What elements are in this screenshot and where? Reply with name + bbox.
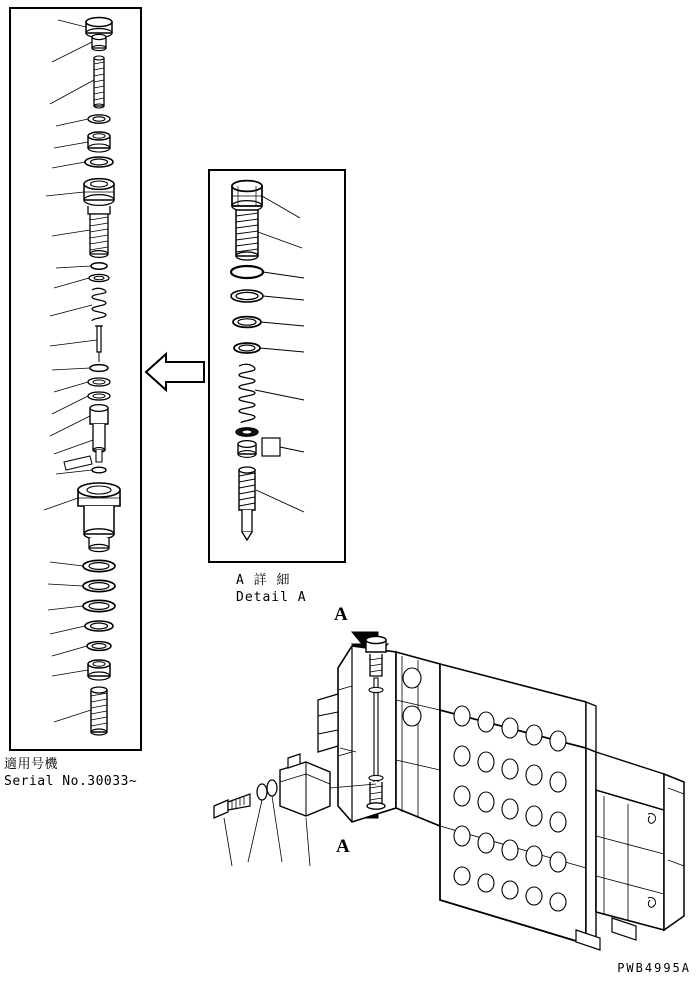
- left-leader-lines: [44, 20, 97, 722]
- detail-part-oring-3: [233, 317, 261, 328]
- part-poppet: [90, 405, 108, 462]
- detail-part-spacer: [238, 441, 256, 458]
- part-lower-hex-plug: [88, 660, 110, 680]
- part-oring-small-1: [91, 263, 107, 269]
- detail-part-block: [262, 438, 280, 456]
- serial-note-jp: 適用号機: [4, 757, 59, 772]
- detail-reference-arrow: [146, 354, 204, 390]
- detail-part-lower-stem: [239, 467, 255, 540]
- serial-note-en: Serial No.30033~: [4, 774, 138, 789]
- part-hex-nut-large: [84, 179, 114, 206]
- detail-a-frame: [209, 170, 345, 562]
- section-mark-upper: A: [334, 604, 348, 625]
- detail-part-oring-2: [231, 290, 263, 302]
- side-port-block: [280, 754, 330, 816]
- part-nut-1: [88, 132, 110, 152]
- control-valve-assembly: [214, 636, 684, 950]
- part-washer-4: [88, 392, 110, 400]
- part-spring-1: [92, 288, 106, 321]
- detail-part-seal-dark: [236, 428, 258, 436]
- detail-part-oring-1: [231, 266, 263, 278]
- detail-a-parts: [231, 181, 304, 540]
- detail-caption-jp: A 詳 細: [236, 573, 291, 588]
- part-washer-1: [88, 115, 110, 123]
- valve-section-right: [586, 702, 684, 948]
- part-washer-3: [88, 378, 110, 386]
- drawing-number: PWB4995A: [617, 961, 691, 975]
- part-cap-hex: [86, 18, 112, 51]
- detail-part-oring-4: [234, 343, 260, 353]
- part-adjust-screw: [94, 56, 104, 108]
- part-needle-pin: [95, 326, 103, 362]
- part-main-valve-body: [78, 483, 120, 552]
- section-mark-lower: A: [336, 836, 350, 857]
- part-seal-ring-1: [85, 157, 113, 167]
- part-oring-small-2: [90, 365, 108, 372]
- detail-part-threaded-body: [236, 210, 258, 260]
- part-washer-2: [89, 274, 109, 281]
- valve-main-block: [440, 664, 586, 944]
- part-oring-small-3: [92, 467, 106, 473]
- part-threaded-sleeve: [88, 206, 110, 257]
- left-callout-tags: [64, 456, 92, 470]
- part-threaded-tail: [91, 687, 107, 735]
- bolt-and-washers: [214, 780, 277, 818]
- detail-part-spring: [239, 364, 255, 423]
- detail-caption: [236, 572, 307, 606]
- left-exploded-parts: [44, 18, 120, 736]
- serial-note: [4, 756, 137, 790]
- part-oring-stack: [83, 560, 115, 650]
- detail-part-hex-cap: [232, 181, 262, 212]
- detail-caption-en: Detail A: [236, 590, 307, 605]
- valve-section-2: [396, 652, 440, 826]
- detail-leader-lines: [255, 196, 304, 512]
- left-panel-frame: [10, 8, 141, 750]
